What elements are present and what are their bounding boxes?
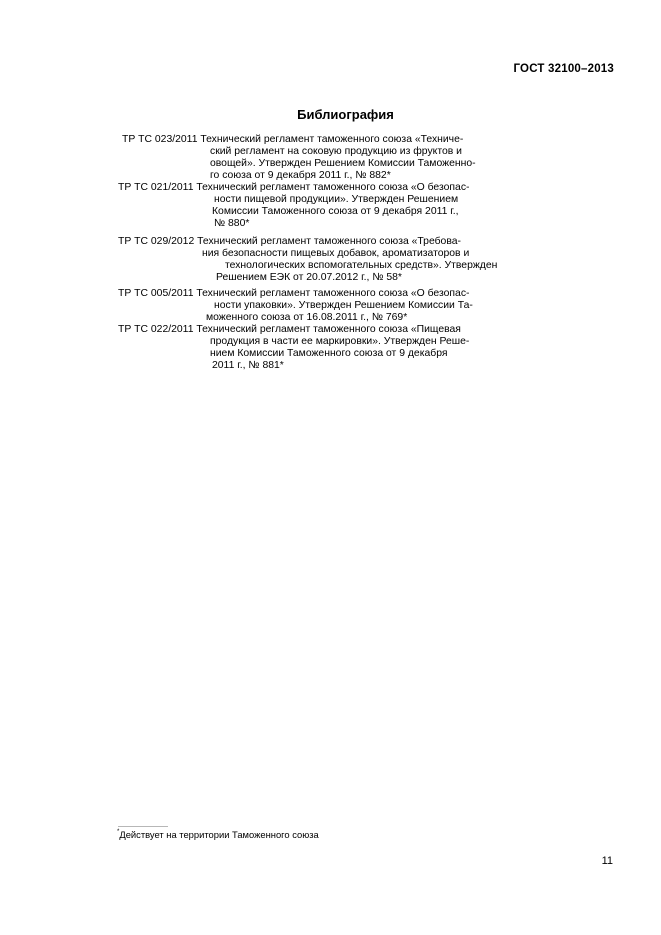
- bibliography-title: Библиография: [297, 107, 394, 122]
- page-number: 11: [601, 855, 613, 867]
- entry-line: ности пищевой продукции». Утвержден Решением: [214, 194, 459, 205]
- entry-line: ности упаковки». Утвержден Решением Комиссии Та-: [214, 300, 473, 311]
- document-header: ГОСТ 32100–2013: [513, 63, 614, 75]
- footnote-separator: [118, 826, 168, 827]
- entry-line: го союза от 9 декабря 2011 г., № 882*: [210, 170, 391, 181]
- entry-line: ния безопасности пищевых добавок, ароматизаторов и: [202, 248, 470, 259]
- entry-line: ский регламент на соковую продукцию из фруктов и: [210, 146, 462, 157]
- entry-line: моженного союза от 16.08.2011 г., № 769*: [206, 312, 408, 323]
- footnote-marker: *: [117, 829, 120, 835]
- entry-line: Комиссии Таможенного союза от 9 декабря 2011 г.,: [212, 206, 459, 217]
- entry-line: ТР ТС 005/2011 Технический регламент таможенного союза «О безопас-: [118, 288, 470, 299]
- entry-line: технологических вспомогательных средств». Утвержден: [225, 260, 498, 271]
- entry-line: продукция в части ее маркировки». Утвержден Реше-: [210, 336, 470, 347]
- entry-line: 2011 г., № 881*: [212, 360, 284, 371]
- entry-line: ТР ТС 021/2011 Технический регламент таможенного союза «О безопас-: [118, 182, 470, 193]
- entry-line: Решением ЕЭК от 20.07.2012 г., № 58*: [216, 272, 402, 283]
- entry-line: ТР ТС 022/2011 Технический регламент таможенного союза «Пищевая: [118, 324, 461, 335]
- footnote-text: Действует на территории Таможенного союза: [119, 829, 319, 840]
- entry-line: нием Комиссии Таможенного союза от 9 декабря: [210, 348, 448, 359]
- entry-line: ТР ТС 023/2011 Технический регламент таможенного союза «Техниче-: [122, 134, 464, 145]
- entry-line: ТР ТС 029/2012 Технический регламент таможенного союза «Требова-: [118, 236, 461, 247]
- entry-line: овощей». Утвержден Решением Комиссии Таможенно-: [210, 158, 476, 169]
- footnote: [117, 829, 319, 840]
- entry-line: № 880*: [214, 218, 250, 229]
